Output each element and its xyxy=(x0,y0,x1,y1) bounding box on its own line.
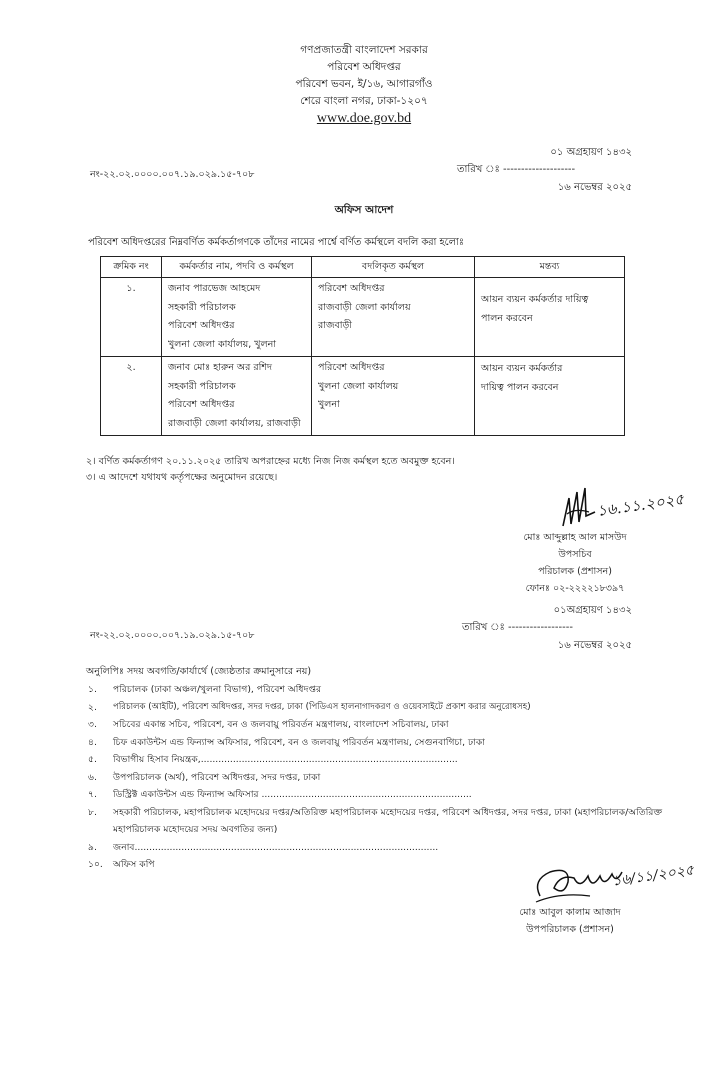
destination-cell xyxy=(312,278,475,357)
list-item: ১০. অফিস কপি xyxy=(88,859,155,870)
list-item: ২. পরিচালক (আইটি), পরিবেশ অধিদপ্তর, সদর দপ্তর, ঢাকা (পিডিএস হালনাগাদকরণ ও ওয়েবসাইটে প্রকাশ করার অনুরোধসহ) xyxy=(88,701,531,713)
destination-line: রাজবাড়ী xyxy=(318,320,353,331)
website-link[interactable]: www.doe.gov.bd xyxy=(316,111,412,126)
remarks-line: পালন করবেন xyxy=(481,313,533,324)
order-intro: পরিবেশ অধিদপ্তরের নিম্নবর্ণিত কর্মকর্তাগণকে তাঁদের নামের পার্শ্বে বর্ণিত কর্মস্থলে বদলি করা হলোঃ xyxy=(88,237,464,248)
government-name: গণপ্রজাতন্ত্রী বাংলাদেশ সরকার xyxy=(300,44,428,56)
serial-cell: ১. xyxy=(101,278,162,357)
officer-designation: সহকারী পরিচালক xyxy=(168,301,236,313)
order-date-label: তারিখ ঃ -------------------- xyxy=(457,164,576,175)
copy-memo-number: নং-২২.০২.০০০০.০০৭.১৯.০২৯.১৫-৭০৮ xyxy=(90,630,255,641)
copy-date-english: ১৬ নভেম্বর ২০২৫ xyxy=(557,640,632,651)
officer-designation: সহকারী পরিচালক xyxy=(168,380,236,392)
officer-department: পরিবেশ অধিদপ্তর xyxy=(168,399,235,410)
officer-name: জনাব পারভেজ আহমেদ xyxy=(168,283,261,294)
list-item: ১. পরিচালক (ঢাকা অঞ্চল/খুলনা বিভাগ), পরিবেশ অধিদপ্তর xyxy=(88,684,322,695)
paragraph-3: ৩। এ আদেশে যথাযথ কর্তৃপক্ষের অনুমোদন রয়েছে। xyxy=(86,472,278,483)
order-date-bangla: ০১ অগ্রহায়ণ ১৪৩২ xyxy=(550,147,632,158)
remarks-line: আয়ন ব্যয়ন কর্মকর্তার xyxy=(481,363,563,374)
signature-2 xyxy=(530,862,710,904)
officer-cell xyxy=(162,278,312,357)
officer-workplace: রাজবাড়ী জেলা কার্যালয়, রাজবাড়ী xyxy=(168,417,301,429)
header-remarks: মন্তব্য xyxy=(475,257,625,278)
order-title: অফিস আদেশ xyxy=(334,204,394,216)
signer-1-role: পরিচালক (প্রশাসন) xyxy=(538,566,612,577)
header-serial: ক্রমিক নং xyxy=(101,257,162,278)
signer-2-name: মোঃ আবুল কালাম আজাদ xyxy=(519,907,621,918)
signature-2-date: ১৬/১১/২০২৫ xyxy=(611,862,695,890)
copy-date-label: তারিখ ঃ ------------------ xyxy=(462,622,573,633)
officer-department: পরিবেশ অধিদপ্তর xyxy=(168,320,235,331)
order-memo-number: নং-২২.০২.০০০০.০০৭.১৯.০২৯.১৫-৭০৮ xyxy=(90,169,255,180)
copy-recipient-list xyxy=(88,681,688,874)
list-item: ৪. চিফ একাউন্টস এন্ড ফিন্যান্স অফিসার, পরিবেশ, বন ও জলবায়ু পরিবর্তন মন্ত্রণালয়, সেগুনবাগিচা, ঢাকা xyxy=(88,736,485,748)
destination-line: রাজবাড়ী জেলা কার্যালয় xyxy=(318,301,411,313)
officer-cell xyxy=(162,357,312,436)
signer-1-designation: উপসচিব xyxy=(558,549,592,560)
list-item: ৩. সচিবের একান্ত সচিব, পরিবেশ, বন ও জলবায়ু পরিবর্তন মন্ত্রণালয়, বাংলাদেশ সচিবালয়, ঢাকা xyxy=(88,719,449,730)
remarks-cell xyxy=(475,278,625,357)
table-header-row xyxy=(101,257,625,278)
table-row xyxy=(101,278,625,357)
list-item: ৫. বিভাগীয় হিসাব নিয়ন্ত্রক,........................................................................................ xyxy=(88,754,458,765)
remarks-line: আয়ন ব্যয়ন কর্মকর্তার দায়িত্ব xyxy=(481,294,589,305)
officer-name: জনাব মোঃ হারুন অর রশিদ xyxy=(168,362,272,373)
header-transferred-to: বদলিকৃত কর্মস্থল xyxy=(312,257,475,278)
remarks-cell xyxy=(475,357,625,436)
signer-2-block xyxy=(480,904,660,938)
list-item: ৬. উপপরিচালক (অর্থ), পরিবেশ অধিদপ্তর, সদর দপ্তর, ঢাকা xyxy=(88,771,321,783)
signer-2-role: উপপরিচালক (প্রশাসন) xyxy=(526,924,614,935)
remarks-line: দায়িত্ব পালন করবেন xyxy=(481,382,559,393)
copy-date-bangla: ০১অগ্রহায়ণ ১৪৩২ xyxy=(553,605,632,616)
list-item: ৯. জনাব........................................................................................................ xyxy=(88,841,439,853)
signature-1-date: ১৬.১১.২০২৫ xyxy=(595,490,686,521)
destination-line: খুলনা xyxy=(318,399,340,410)
address-line-1: পরিবেশ ভবন, ই/১৬, আগারগাঁও xyxy=(295,78,433,90)
list-item: ৭. ডিস্ট্রিক্ট একাউন্টস এন্ড ফিন্যান্স অফিসার ........................................................................ xyxy=(88,789,472,800)
department-name: পরিবেশ অধিদপ্তর xyxy=(327,61,401,73)
table-row xyxy=(101,357,625,436)
destination-line: পরিবেশ অধিদপ্তর xyxy=(318,283,385,294)
letterhead xyxy=(0,42,728,127)
signer-1-block xyxy=(480,529,670,597)
signature-1 xyxy=(555,486,725,532)
transfer-table xyxy=(100,256,625,436)
signer-1-name: মোঃ আব্দুল্লাহ আল মাসউদ xyxy=(523,532,627,543)
signer-1-phone: ফোনঃ ০২-২২২২১৮৩৯৭ xyxy=(525,583,625,594)
serial-cell: ২. xyxy=(101,357,162,436)
officer-workplace: খুলনা জেলা কার্যালয়, খুলনা xyxy=(168,338,277,350)
list-item: ৮. সহকারী পরিচালক, মহাপরিচালক মহোদয়ের দপ্তর/অতিরিক্ত মহাপরিচালক মহোদয়ের দপ্তর, পরিবেশ অধিদপ্তর, সদর দপ্তর, ঢাকা (মহাপরিচালক/অতিরিক্ত মহাপরিচালক মহোদয়ের সদয় অবগতির জন্য) xyxy=(88,806,663,835)
order-date-english: ১৬ নভেম্বর ২০২৫ xyxy=(557,182,632,193)
header-officer: কর্মকর্তার নাম, পদবি ও কর্মস্থল xyxy=(162,257,312,278)
copy-heading: অনুলিপিঃ সদয় অবগতি/কার্যার্থে (জ্যেষ্ঠতার ক্রমানুসারে নয়) xyxy=(86,666,312,677)
destination-line: পরিবেশ অধিদপ্তর xyxy=(318,362,385,373)
destination-cell xyxy=(312,357,475,436)
paragraph-2: ২। বর্ণিত কর্মকর্তাগণ ২০.১১.২০২৫ তারিখ অপরাহ্নের মধ্যে নিজ নিজ কর্মস্থল হতে অবমুক্ত হবেন। xyxy=(86,456,455,467)
address-line-2: শেরে বাংলা নগর, ঢাকা-১২০৭ xyxy=(300,95,428,107)
destination-line: খুলনা জেলা কার্যালয় xyxy=(318,380,399,392)
